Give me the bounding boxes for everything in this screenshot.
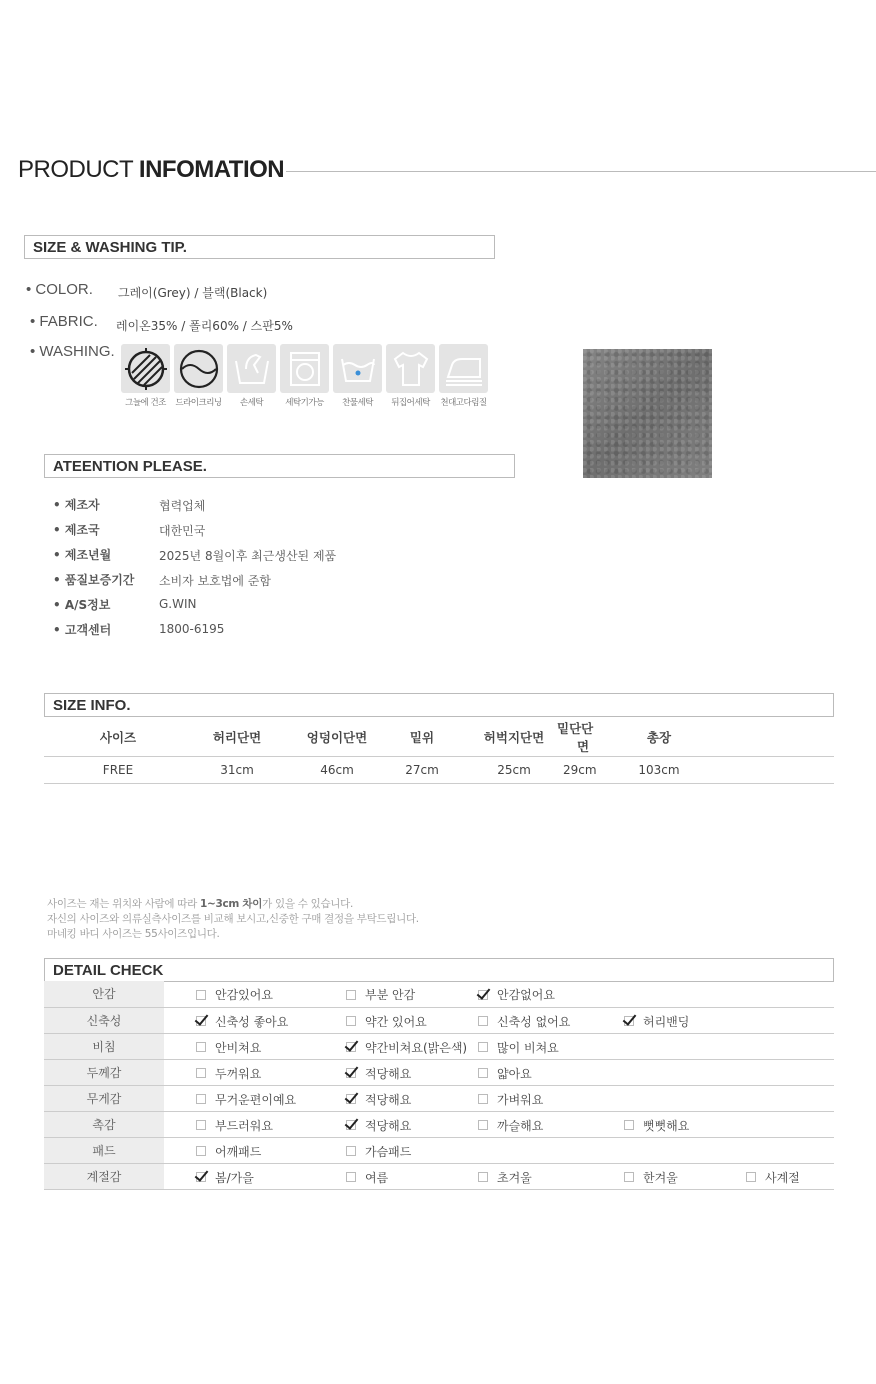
checkbox[interactable] xyxy=(196,1042,206,1052)
attention-row xyxy=(53,546,111,563)
detail-option[interactable] xyxy=(346,1091,411,1108)
detail-options xyxy=(164,1033,834,1059)
option-label: 적당해요 xyxy=(365,1118,412,1133)
checkbox-checked[interactable] xyxy=(478,990,488,1000)
detail-option[interactable] xyxy=(196,986,273,1003)
detail-option[interactable] xyxy=(478,1117,543,1134)
attention-row xyxy=(53,621,111,638)
size-washing-heading: SIZE & WASHING TIP. xyxy=(24,235,495,259)
cloth-iron-icon xyxy=(439,344,488,393)
washing-item xyxy=(121,344,170,408)
note-text: 가 있을 수 있습니다. xyxy=(262,898,354,910)
washing-item xyxy=(333,344,382,408)
option-label: 부드러워요 xyxy=(215,1118,273,1133)
size-cell: 27cm xyxy=(405,763,439,777)
detail-row-thickness xyxy=(44,1059,834,1085)
detail-option[interactable] xyxy=(346,986,415,1003)
note-text: 사이즈는 재는 위치와 사람에 따라 xyxy=(47,898,200,910)
option-label: 가벼워요 xyxy=(497,1092,544,1107)
size-col-header: 총장 xyxy=(646,730,672,745)
washing-caption: 천대고다림질 xyxy=(440,398,487,408)
option-label: 안감있어요 xyxy=(215,988,273,1002)
washing-label: • WASHING. xyxy=(30,343,115,360)
size-cell: FREE xyxy=(102,763,134,777)
detail-label: 촉감 xyxy=(44,1111,164,1137)
detail-label: 비침 xyxy=(44,1033,164,1059)
detail-option[interactable] xyxy=(478,1039,559,1056)
size-table xyxy=(44,718,834,784)
checkbox[interactable] xyxy=(624,1172,634,1182)
washing-caption: 그늘에 건조 xyxy=(125,398,166,408)
washing-caption: 뒤집어세탁 xyxy=(391,398,430,408)
detail-option[interactable] xyxy=(624,1117,689,1134)
option-label: 어깨패드 xyxy=(215,1144,262,1159)
detail-option[interactable] xyxy=(196,1065,261,1082)
size-col-header: 밑위 xyxy=(409,730,435,745)
size-table-header xyxy=(44,718,834,757)
checkbox[interactable] xyxy=(346,1172,356,1182)
detail-check-table xyxy=(44,981,834,1190)
washing-caption: 세탁기가능 xyxy=(285,398,324,408)
checkbox[interactable] xyxy=(346,1146,356,1156)
checkbox[interactable] xyxy=(346,990,356,1000)
option-label: 안비쳐요 xyxy=(215,1040,262,1055)
detail-row-lining xyxy=(44,981,834,1007)
checkbox[interactable] xyxy=(624,1120,634,1130)
option-label: 많이 비쳐요 xyxy=(497,1040,559,1055)
washing-item xyxy=(439,344,488,408)
fabric-value: 레이온35% / 폴리60% / 스판5% xyxy=(116,319,293,333)
attention-row xyxy=(53,496,100,513)
checkbox-checked[interactable] xyxy=(624,1016,634,1026)
attention-label: • 품질보증기간 xyxy=(53,573,135,587)
detail-option[interactable] xyxy=(196,1039,261,1056)
checkbox[interactable] xyxy=(196,990,206,1000)
option-label: 여름 xyxy=(365,1170,389,1185)
option-label: 사계절 xyxy=(765,1170,800,1185)
detail-option[interactable] xyxy=(346,1143,411,1160)
note-line: 자신의 사이즈와 의류실측사이즈를 비교해 보시고,신중한 구매 결정을 부탁드립니다. xyxy=(47,913,419,925)
size-note xyxy=(47,897,419,942)
checkbox[interactable] xyxy=(196,1094,206,1104)
detail-option[interactable] xyxy=(478,1065,532,1082)
option-label: 초겨울 xyxy=(497,1170,532,1185)
option-label: 약간비쳐요(밝은색) xyxy=(365,1040,468,1055)
size-cell: 31cm xyxy=(220,763,254,777)
washing-item xyxy=(174,344,223,408)
detail-options xyxy=(164,1137,834,1163)
detail-options xyxy=(164,1163,834,1189)
attention-label: • 고객센터 xyxy=(53,623,112,637)
attention-label: • 제조국 xyxy=(53,523,100,537)
detail-option[interactable] xyxy=(624,1169,678,1186)
option-label: 약간 있어요 xyxy=(365,1014,427,1029)
checkbox-checked[interactable] xyxy=(196,1172,206,1182)
size-cell: 46cm xyxy=(320,763,354,777)
size-col-header: 허리단면 xyxy=(212,730,262,745)
color-label: • COLOR. xyxy=(26,281,93,298)
attention-value: 1800-6195 xyxy=(159,622,225,636)
detail-label: 무게감 xyxy=(44,1085,164,1111)
checkbox[interactable] xyxy=(478,1042,488,1052)
page-title xyxy=(18,156,284,184)
option-label: 뻣뻣해요 xyxy=(643,1118,690,1133)
size-cell-text: 29cm xyxy=(563,763,597,777)
option-label: 무거운편이예요 xyxy=(215,1092,297,1107)
note-line: 마네킹 바디 사이즈는 55사이즈입니다. xyxy=(47,928,220,940)
washing-caption: 손세탁 xyxy=(239,398,264,408)
option-label: 한겨울 xyxy=(643,1170,678,1185)
detail-option[interactable] xyxy=(346,1117,411,1134)
inside-out-wash-icon xyxy=(386,344,435,393)
detail-label: 두께감 xyxy=(44,1059,164,1085)
attention-value: 협력업체 xyxy=(159,499,206,513)
attention-heading: ATEENTION PLEASE. xyxy=(44,454,515,478)
option-label: 적당해요 xyxy=(365,1092,412,1107)
detail-row-weight xyxy=(44,1085,834,1111)
detail-options xyxy=(164,1111,834,1137)
checkbox[interactable] xyxy=(478,1120,488,1130)
option-label: 두꺼워요 xyxy=(215,1066,262,1081)
attention-value: 2025년 8월이후 최근생산된 제품 xyxy=(159,549,337,563)
size-cell: 103cm xyxy=(638,763,680,777)
title-light: PRODUCT xyxy=(18,156,133,183)
detail-options xyxy=(164,1085,834,1111)
option-label: 얇아요 xyxy=(497,1066,532,1081)
size-col-header: 허벅지단면 xyxy=(483,730,545,745)
attention-row xyxy=(53,521,100,538)
detail-option[interactable] xyxy=(478,1013,570,1030)
shade-dry-icon xyxy=(121,344,170,393)
option-label: 안감없어요 xyxy=(497,988,555,1002)
checkbox[interactable] xyxy=(196,1146,206,1156)
detail-options xyxy=(164,981,834,1007)
washing-item xyxy=(227,344,276,408)
option-label: 허리밴딩 xyxy=(643,1014,690,1029)
color-value: 그레이(Grey) / 블랙(Black) xyxy=(118,286,268,300)
attention-value: 대한민국 xyxy=(159,524,206,538)
washing-caption: 드라이크리닝 xyxy=(175,398,222,408)
size-cell: 25cm xyxy=(497,763,531,777)
detail-label: 계절감 xyxy=(44,1163,164,1189)
checkbox-checked[interactable] xyxy=(196,1016,206,1026)
detail-row-texture xyxy=(44,1111,834,1137)
detail-option[interactable] xyxy=(196,1091,296,1108)
detail-label: 패드 xyxy=(44,1137,164,1163)
attention-value: 소비자 보호법에 준함 xyxy=(159,574,271,588)
note-line xyxy=(47,897,419,912)
size-cell xyxy=(563,757,606,784)
checkbox[interactable] xyxy=(196,1120,206,1130)
option-label: 신축성 좋아요 xyxy=(215,1014,289,1029)
detail-option[interactable] xyxy=(746,1169,800,1186)
detail-options xyxy=(164,1007,834,1033)
washing-icons xyxy=(121,344,488,408)
detail-option[interactable] xyxy=(478,986,555,1003)
title-bold: INFOMATION xyxy=(138,156,285,183)
detail-label: 안감 xyxy=(44,981,164,1007)
checkbox[interactable] xyxy=(478,1172,488,1182)
checkbox-checked[interactable] xyxy=(346,1120,356,1130)
option-label: 신축성 없어요 xyxy=(497,1014,571,1029)
detail-row-season xyxy=(44,1163,834,1189)
checkbox-checked[interactable] xyxy=(346,1094,356,1104)
size-col-header: 사이즈 xyxy=(99,730,137,745)
checkbox[interactable] xyxy=(196,1068,206,1078)
size-col-header: 엉덩이단면 xyxy=(306,730,368,745)
option-label: 봄/가을 xyxy=(215,1170,254,1185)
detail-option[interactable] xyxy=(196,1169,254,1186)
detail-option[interactable] xyxy=(196,1013,288,1030)
fabric-swatch xyxy=(583,349,712,478)
detail-option[interactable] xyxy=(346,1039,467,1056)
washing-caption: 찬물세탁 xyxy=(342,398,373,408)
size-cell-spacer xyxy=(712,757,834,784)
dry-clean-icon xyxy=(174,344,223,393)
detail-option[interactable] xyxy=(346,1065,411,1082)
hand-wash-icon xyxy=(227,344,276,393)
washing-item xyxy=(386,344,435,408)
attention-row xyxy=(53,596,110,613)
option-label: 까슬해요 xyxy=(497,1118,544,1133)
option-label: 부분 안감 xyxy=(365,988,416,1002)
detail-check-heading: DETAIL CHECK xyxy=(44,958,834,982)
detail-row-pad xyxy=(44,1137,834,1163)
detail-label: 신축성 xyxy=(44,1007,164,1033)
detail-option[interactable] xyxy=(478,1091,543,1108)
detail-option[interactable] xyxy=(196,1117,273,1134)
attention-label: • 제조자 xyxy=(53,498,100,512)
checkbox[interactable] xyxy=(478,1068,488,1078)
detail-option[interactable] xyxy=(478,1169,532,1186)
attention-row xyxy=(53,571,134,588)
checkbox-checked[interactable] xyxy=(346,1068,356,1078)
fabric-label: • FABRIC. xyxy=(30,313,98,330)
checkbox[interactable] xyxy=(746,1172,756,1182)
size-col-header-text: 밑단단면 xyxy=(557,721,594,754)
detail-option[interactable] xyxy=(624,1013,689,1030)
table-row xyxy=(44,757,834,784)
checkbox[interactable] xyxy=(346,1016,356,1026)
title-divider xyxy=(286,171,876,172)
machine-wash-icon xyxy=(280,344,329,393)
attention-label: • 제조년월 xyxy=(53,548,112,562)
washing-item xyxy=(280,344,329,408)
attention-label: • A/S정보 xyxy=(53,598,111,612)
size-col-spacer xyxy=(712,718,834,757)
option-label: 적당해요 xyxy=(365,1066,412,1081)
detail-option[interactable] xyxy=(346,1013,427,1030)
detail-option[interactable] xyxy=(346,1169,388,1186)
size-col-header xyxy=(557,718,606,757)
checkbox-checked[interactable] xyxy=(346,1042,356,1052)
detail-row-stretch xyxy=(44,1007,834,1033)
detail-row-sheerness xyxy=(44,1033,834,1059)
checkbox[interactable] xyxy=(478,1094,488,1104)
detail-options xyxy=(164,1059,834,1085)
cold-wash-icon xyxy=(333,344,382,393)
option-label: 가슴패드 xyxy=(365,1144,412,1159)
size-info-heading: SIZE INFO. xyxy=(44,693,834,717)
checkbox[interactable] xyxy=(478,1016,488,1026)
detail-option[interactable] xyxy=(196,1143,261,1160)
attention-value: G.WIN xyxy=(159,597,197,611)
note-emphasis: 1~3cm 차이 xyxy=(200,898,263,910)
